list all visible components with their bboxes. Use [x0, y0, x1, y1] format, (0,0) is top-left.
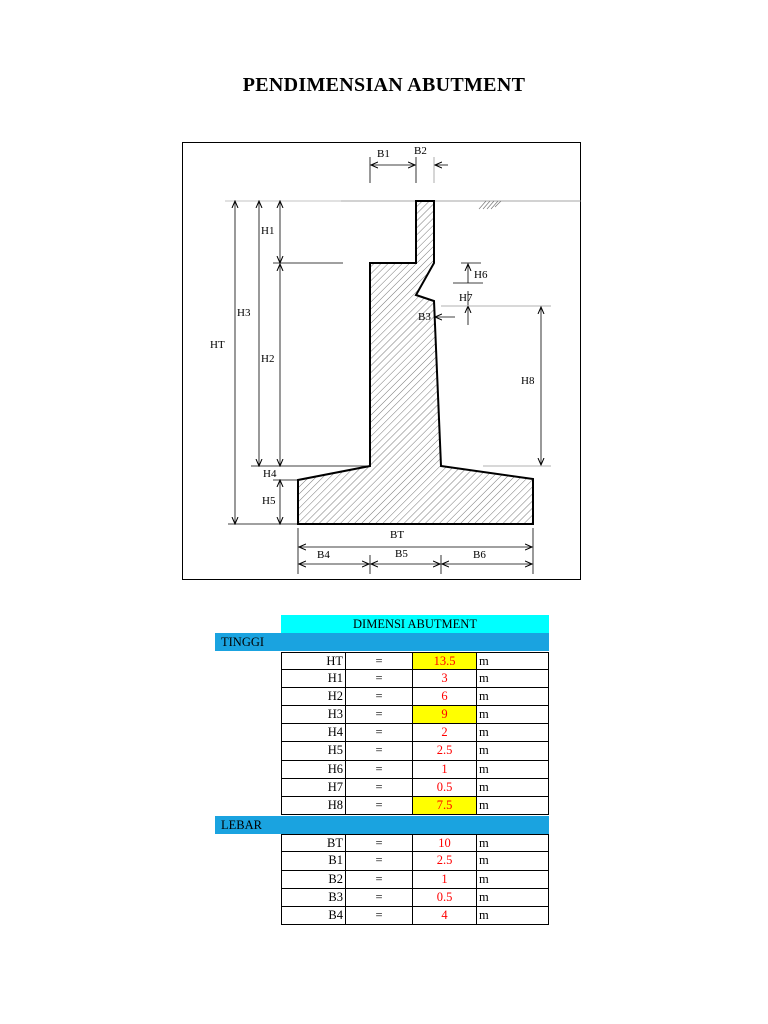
- row-unit: m: [479, 725, 489, 740]
- row-value[interactable]: 7.5: [413, 797, 477, 814]
- row-unit: m: [479, 761, 489, 776]
- row-equals: =: [346, 889, 413, 906]
- table-row: [281, 706, 549, 724]
- label-B4: B4: [317, 549, 330, 561]
- label-H8: H8: [521, 375, 535, 387]
- row-name: H5: [282, 742, 346, 759]
- label-H7: H7: [459, 292, 473, 304]
- row-equals: =: [346, 907, 413, 924]
- row-unit: m: [479, 871, 489, 886]
- row-name: H6: [282, 761, 346, 778]
- row-name: BT: [282, 835, 346, 851]
- label-H5: H5: [262, 495, 276, 507]
- row-value[interactable]: 0.5: [413, 889, 477, 906]
- table-row: [281, 907, 549, 925]
- row-value[interactable]: 13.5: [413, 653, 477, 669]
- row-unit: m: [479, 798, 489, 812]
- row-equals: =: [346, 653, 413, 669]
- label-H1: H1: [261, 225, 275, 237]
- table-row: [281, 742, 549, 760]
- row-equals: =: [346, 797, 413, 814]
- row-unit: m: [479, 908, 489, 923]
- row-unit: m: [479, 653, 489, 668]
- label-B6: B6: [473, 549, 486, 561]
- soil-hatch: [479, 201, 501, 209]
- section-rows: [281, 652, 549, 816]
- row-unit: m: [479, 688, 489, 703]
- row-unit: m: [479, 779, 489, 794]
- row-unit: m: [479, 743, 489, 758]
- row-name: B3: [282, 889, 346, 906]
- row-name: H2: [282, 688, 346, 705]
- table-row: [281, 871, 549, 889]
- row-equals: =: [346, 871, 413, 888]
- section-header: TINGGI: [215, 633, 549, 651]
- row-value[interactable]: 2: [413, 724, 477, 741]
- table-row: [281, 652, 549, 670]
- table-row: [281, 761, 549, 779]
- label-B2: B2: [414, 145, 427, 157]
- table-row: [281, 834, 549, 852]
- table-row: [281, 670, 549, 688]
- abutment-diagram: [182, 142, 581, 580]
- row-name: H7: [282, 779, 346, 796]
- page-title: PENDIMENSIAN ABUTMENT: [242, 74, 526, 96]
- row-equals: =: [346, 706, 413, 723]
- table-header: DIMENSI ABUTMENT: [281, 615, 549, 633]
- row-equals: =: [346, 852, 413, 869]
- row-name: B2: [282, 871, 346, 888]
- label-BT: BT: [390, 529, 405, 541]
- row-unit: m: [479, 707, 489, 722]
- row-unit: m: [479, 670, 489, 685]
- label-H2: H2: [261, 353, 275, 365]
- row-value[interactable]: 3: [413, 670, 477, 687]
- row-value[interactable]: 4: [413, 907, 477, 924]
- row-equals: =: [346, 835, 413, 851]
- label-H6: H6: [474, 269, 488, 281]
- row-value[interactable]: 6: [413, 688, 477, 705]
- table-row: [281, 779, 549, 797]
- label-HT: HT: [210, 339, 225, 351]
- row-value[interactable]: 1: [413, 871, 477, 888]
- row-name: H8: [282, 797, 346, 814]
- row-value[interactable]: 2.5: [413, 852, 477, 869]
- row-equals: =: [346, 688, 413, 705]
- table-row: [281, 724, 549, 742]
- table-row: [281, 688, 549, 706]
- table-row: [281, 797, 549, 815]
- row-value[interactable]: 0.5: [413, 779, 477, 796]
- row-name: B1: [282, 852, 346, 869]
- table-row: [281, 852, 549, 870]
- row-name: HT: [282, 653, 346, 669]
- row-value[interactable]: 2.5: [413, 742, 477, 759]
- row-unit: m: [479, 853, 489, 868]
- row-value[interactable]: 1: [413, 761, 477, 778]
- row-value[interactable]: 9: [413, 706, 477, 723]
- row-name: H3: [282, 706, 346, 723]
- row-name: H1: [282, 670, 346, 687]
- row-unit: m: [479, 836, 489, 851]
- row-equals: =: [346, 761, 413, 778]
- row-name: H4: [282, 724, 346, 741]
- label-B3: B3: [418, 311, 431, 323]
- section-header: LEBAR: [215, 816, 549, 834]
- label-B1: B1: [377, 148, 390, 160]
- row-value[interactable]: 10: [413, 835, 477, 851]
- row-equals: =: [346, 779, 413, 796]
- abutment-body: [298, 201, 533, 524]
- section-rows: [281, 834, 549, 925]
- label-H3: H3: [237, 307, 251, 319]
- row-equals: =: [346, 742, 413, 759]
- row-equals: =: [346, 670, 413, 687]
- label-B5: B5: [395, 548, 408, 560]
- row-unit: m: [479, 889, 489, 904]
- row-name: B4: [282, 907, 346, 924]
- row-equals: =: [346, 724, 413, 741]
- table-row: [281, 889, 549, 907]
- label-H4: H4: [263, 468, 277, 480]
